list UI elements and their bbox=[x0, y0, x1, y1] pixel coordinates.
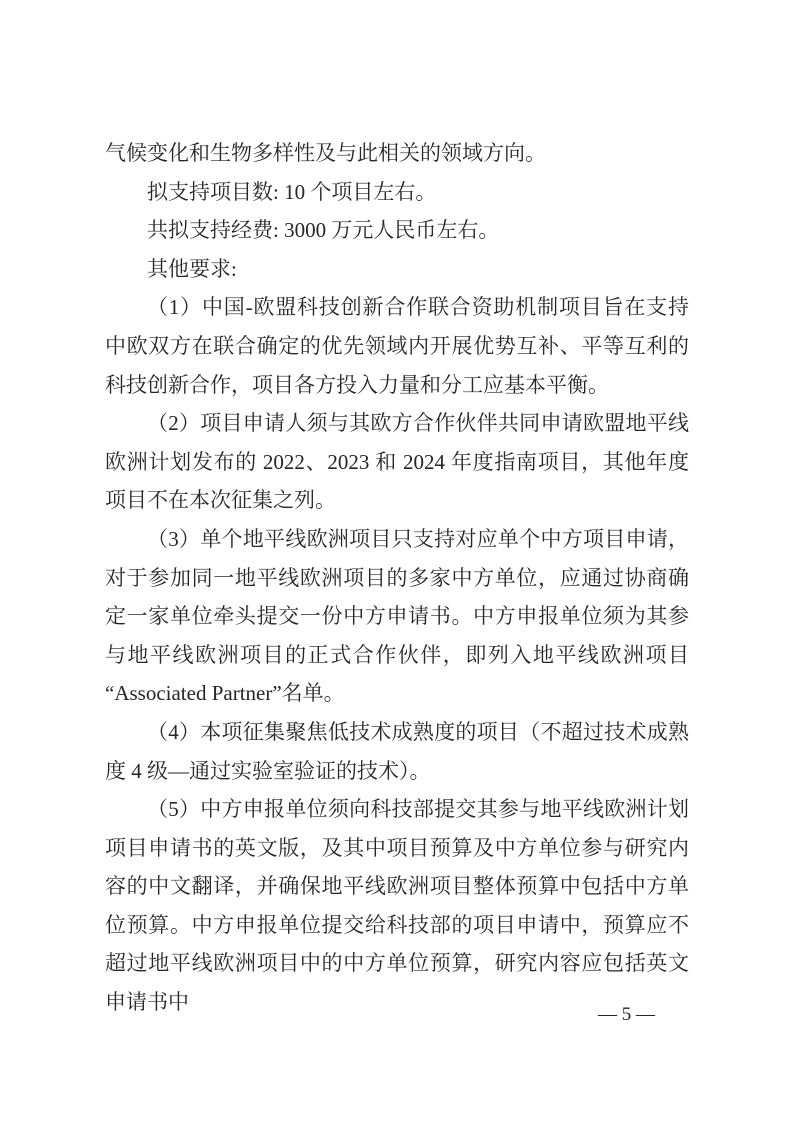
para-other-requirements-heading: 其他要求: bbox=[147, 256, 237, 281]
document-body bbox=[105, 134, 689, 1022]
para-requirement-1: （1）中国-欧盟科技创新合作联合资助机制项目旨在支持中欧双方在联合确定的优先领域内开展优势互补、平等互利的科技创新合作，项目各方投入力量和分工应基本平衡。 bbox=[105, 295, 689, 397]
para-requirement-5: （5）中方申报单位须向科技部提交其参与地平线欧洲计划项目申请书的英文版，及其中项目预算及中方单位参与研究内容的中文翻译，并确保地平线欧洲项目整体预算中包括中方单位预算。中方申报单位提交给科技部的项目申请中，预算应不超过地平线欧洲项目中的中方单位预算，研究内容应包括英文申请书中 bbox=[105, 797, 689, 1015]
para-continuation: 气候变化和生物多样性及与此相关的领域方向。 bbox=[105, 141, 546, 165]
para-requirement-4: （4）本项征集聚焦低技术成熟度的项目（不超过技术成熟度 4 级—通过实验室验证的技术）。 bbox=[105, 719, 689, 783]
para-project-count: 拟支持项目数: 10 个项目左右。 bbox=[147, 179, 437, 204]
para-requirement-3: （3）单个地平线欧洲项目只支持对应单个中方项目申请，对于参加同一地平线欧洲项目的多家中方单位，应通过协商确定一家单位牵头提交一份中方申请书。中方申报单位须为其参与地平线欧洲项目的正式合作伙伴，即列入地平线欧洲项目“Associated Partner”名单。 bbox=[105, 526, 689, 706]
page-number: — 5 — bbox=[598, 1004, 655, 1025]
para-requirement-2: （2）项目申请人须与其欧方合作伙伴共同申请欧盟地平线欧洲计划发布的 2022、2023 和 2024 年度指南项目，其他年度项目不在本次征集之列。 bbox=[105, 411, 689, 513]
para-total-funding: 共拟支持经费: 3000 万元人民币左右。 bbox=[147, 218, 500, 243]
